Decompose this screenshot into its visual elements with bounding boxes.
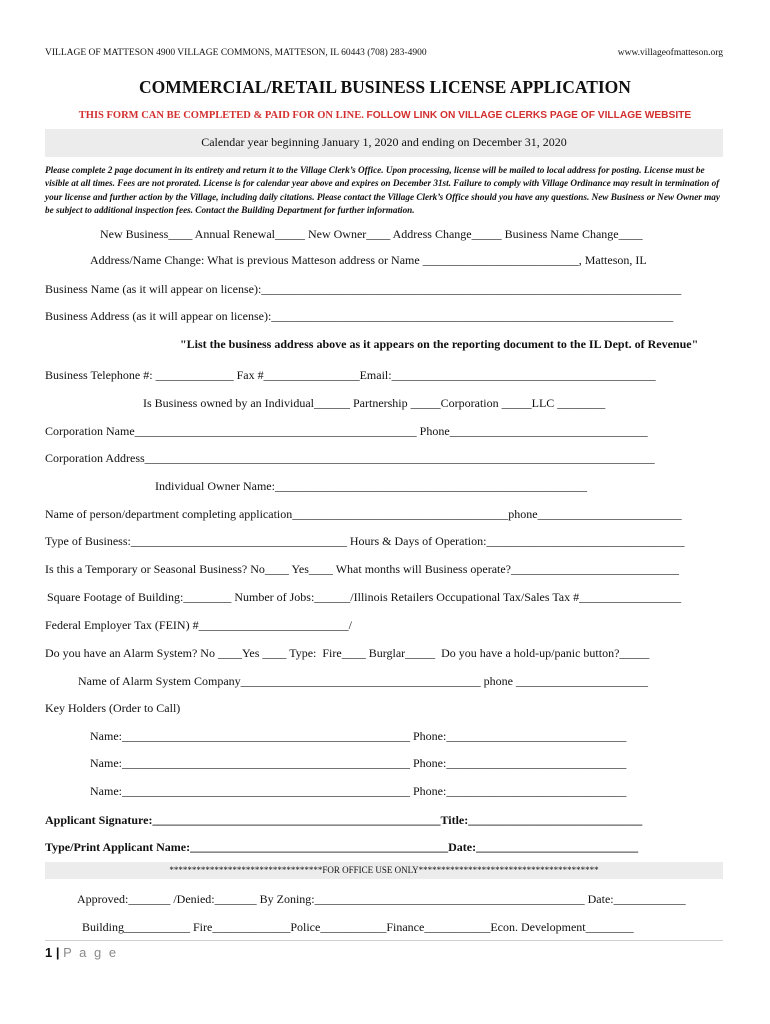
ownership-line: Is Business owned by an Individual______ Partnership _____Corporation _____LLC ________ — [143, 396, 606, 410]
previous-address-line: Address/Name Change: What is previous Matteson address or Name __________________________, Matteson, IL — [90, 253, 647, 267]
online-notice — [0, 109, 770, 123]
business-address-line: Business Address (as it will appear on license):___________________________________________________________________ — [45, 309, 674, 323]
telephone-line: Business Telephone #: _____________ Fax #________________Email:____________________________________________ — [45, 368, 656, 382]
page-footer — [45, 945, 118, 961]
alarm-line: Do you have an Alarm System? No ____Yes ____ Type: Fire____ Burglar_____ Do you have a hold-up/panic button?_____ — [45, 646, 650, 660]
key-holder-line: Name:________________________________________________ Phone:______________________________ — [90, 729, 627, 743]
form-title: COMMERCIAL/RETAIL BUSINESS LICENSE APPLICATION — [139, 77, 631, 97]
online-notice-part1: THIS FORM CAN BE COMPLETED & PAID FOR ON LINE. — [78, 110, 367, 121]
calendar-year-banner — [45, 129, 723, 157]
calendar-year-text: Calendar year beginning January 1, 2020 and ending on December 31, 2020 — [201, 135, 567, 149]
square-footage-line: Square Footage of Building:________ Number of Jobs:______/Illinois Retailers Occupational Tax/Sales Tax #_________________ — [47, 590, 682, 604]
print-name-line: Type/Print Applicant Name:___________________________________________Date:___________________________ — [45, 840, 639, 854]
approval-line: Approved:_______ /Denied:_______ By Zoning:_____________________________________________ Date:____________ — [77, 892, 686, 906]
key-holders-label: Key Holders (Order to Call) — [45, 701, 181, 715]
footer-divider — [45, 940, 723, 941]
office-use-text: **********************************FOR OFFICE USE ONLY**************************************** — [169, 865, 599, 875]
business-name-line: Business Name (as it will appear on license):______________________________________________________________________ — [45, 282, 682, 296]
application-type-line: New Business____ Annual Renewal_____ New Owner____ Address Change_____ Business Name Change____ — [100, 227, 643, 241]
page-number: 1 — [45, 945, 53, 960]
online-notice-part2: FOLLOW LINK ON VILLAGE CLERKS PAGE OF VILLAGE WEBSITE — [366, 110, 692, 121]
temporary-business-line: Is this a Temporary or Seasonal Business? No____ Yes____ What months will Business operate?____________________________ — [45, 562, 680, 576]
key-holder-line: Name:________________________________________________ Phone:______________________________ — [90, 756, 627, 770]
person-completing-line: Name of person/department completing application____________________________________phone________________________ — [45, 507, 682, 521]
key-holder-line: Name:________________________________________________ Phone:______________________________ — [90, 784, 627, 798]
instructions: Please complete 2 page document in its entirety and return it to the Village Clerk’s Office. Upon processing, license will be mailed to local address for posting. License must be visible at all times. Fees are not prorated. License is for calendar year above and expires on December 31st. Failure to comply with Village Ordinance may result in termination of your license and further action by the Village, including daily citations. Please contact the Village Clerk’s Office should you have any questions. New Business or New Owner may be subject to additional inspection fees. Contact the Building Department for further information. — [45, 165, 720, 216]
corporation-name-line: Corporation Name_______________________________________________ Phone_________________________________ — [45, 424, 648, 438]
office-use-banner — [45, 862, 723, 879]
page-separator: | — [55, 945, 60, 960]
type-of-business-line: Type of Business:____________________________________ Hours & Days of Operation:_________________________________ — [45, 534, 685, 548]
departments-line: Building___________ Fire_____________Police___________Finance___________Econ. Development________ — [82, 920, 634, 934]
revenue-note: "List the business address above as it appears on the reporting document to the IL Dept. of Revenue" — [180, 337, 699, 351]
corporation-address-line: Corporation Address_____________________________________________________________________________________ — [45, 451, 655, 465]
fein-line: Federal Employer Tax (FEIN) #_________________________/ — [45, 618, 352, 632]
individual-owner-line: Individual Owner Name:____________________________________________________ — [155, 479, 587, 493]
applicant-signature-line: Applicant Signature:________________________________________________Title:_____________________________ — [45, 813, 643, 827]
page-label: P a g e — [63, 945, 119, 960]
header-website: www.villageofmatteson.org — [617, 48, 723, 58]
header-address: VILLAGE OF MATTESON 4900 VILLAGE COMMONS, MATTESON, IL 60443 (708) 283-4900 — [45, 48, 427, 58]
alarm-company-line: Name of Alarm System Company________________________________________ phone ______________________ — [78, 674, 648, 688]
